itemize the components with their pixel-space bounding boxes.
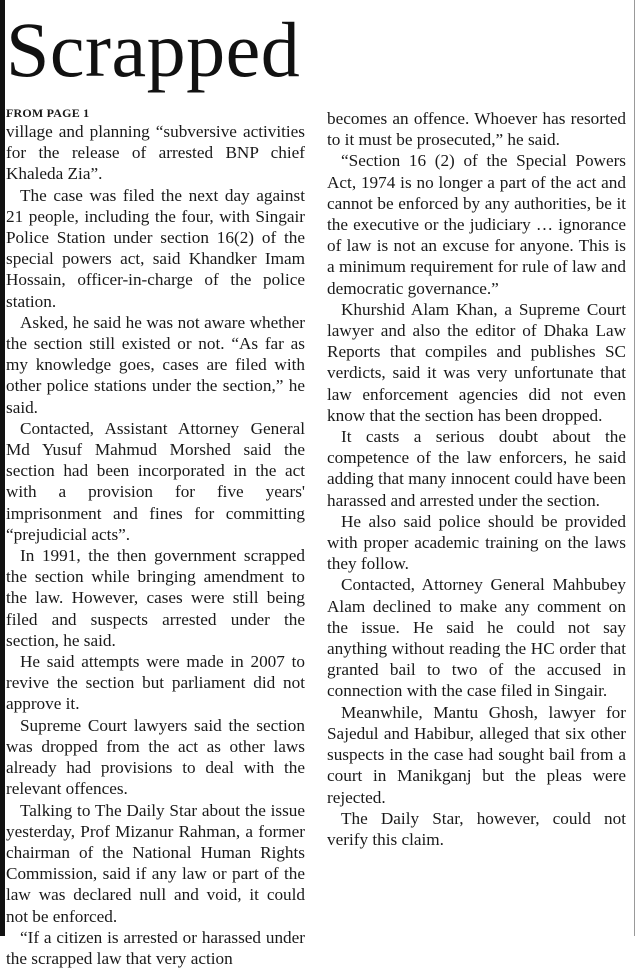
right-column — [327, 108, 626, 850]
paragraph: “Section 16 (2) of the Special Powers Act, 1974 is no longer a part of the act and cannot be enforced by any authorities, be it the executive or the judiciary … ignorance of law is not an excuse for anyone. This is a minimum requirement for rule of law and democratic governance.” — [327, 151, 626, 298]
paragraph: becomes an offence. Whoever has resorted to it must be prosecuted,” he said. — [327, 109, 626, 150]
paragraph: Contacted, Assistant Attorney General Md Yusuf Mahmud Morshed said the section had been incorporated in the act with a provision for five years' imprisonment and fines for committing “prejudicial acts”. — [6, 418, 305, 544]
paragraph: Asked, he said he was not aware whether the section still existed or not. “As far as my knowledge goes, cases are filed with other police stations under the section,” he said. — [6, 312, 305, 417]
paragraph: Meanwhile, Mantu Ghosh, lawyer for Sajedul and Habibur, alleged that six other suspects in the case had sought bail from a court in Manikganj but the pleas were rejected. — [327, 702, 626, 807]
paragraph: Supreme Court lawyers said the section was dropped from the act as other laws already had provisions to deal with the relevant offences. — [6, 715, 305, 799]
paragraph: He said attempts were made in 2007 to revive the section but parliament did not approve it. — [6, 652, 305, 714]
column-rule — [634, 0, 635, 936]
paragraph: Contacted, Attorney General Mahbubey Alam declined to make any comment on the issue. He said he could not say anything without reading the HC order that granted bail to two of the accused in connection with the case filed in Singair. — [327, 575, 626, 701]
paragraph: It casts a serious doubt about the competence of the law enforcers, he said adding that many innocent could have been harassed and arrested under the section. — [327, 427, 626, 510]
kicker: FROM PAGE 1 — [6, 106, 90, 120]
paragraph: The case was filed the next day against 21 people, including the four, with Singair Police Station under section 16(2) of the special powers act, said Khandker Imam Hossain, officer-in-charge of the police station. — [6, 185, 305, 311]
headline: Scrapped — [6, 6, 301, 93]
paragraph: The Daily Star, however, could not verify this claim. — [327, 808, 626, 849]
left-column — [6, 106, 305, 969]
paragraph: He also said police should be provided with proper academic training on the laws they follow. — [327, 511, 626, 574]
paragraph: Talking to The Daily Star about the issue yesterday, Prof Mizanur Rahman, a former chairman of the National Human Rights Commission, said if any law or part of the law was declared null and void, it could not be enforced. — [6, 800, 305, 926]
paragraph: village and planning “subversive activities for the release of arrested BNP chief Khaleda Zia”. — [6, 122, 305, 184]
page-edge — [0, 0, 5, 936]
paragraph: In 1991, the then government scrapped the section while bringing amendment to the law. However, cases were still being filed and suspects arrested under the section, he said. — [6, 546, 305, 650]
paragraph: Khurshid Alam Khan, a Supreme Court lawyer and also the editor of Dhaka Law Reports that compiles and publishes SC verdicts, said it was very unfortunate that law enforcement agencies did not even know that the section has been dropped. — [327, 299, 626, 425]
paragraph: “If a citizen is arrested or harassed under the scrapped law that very action — [6, 927, 305, 968]
